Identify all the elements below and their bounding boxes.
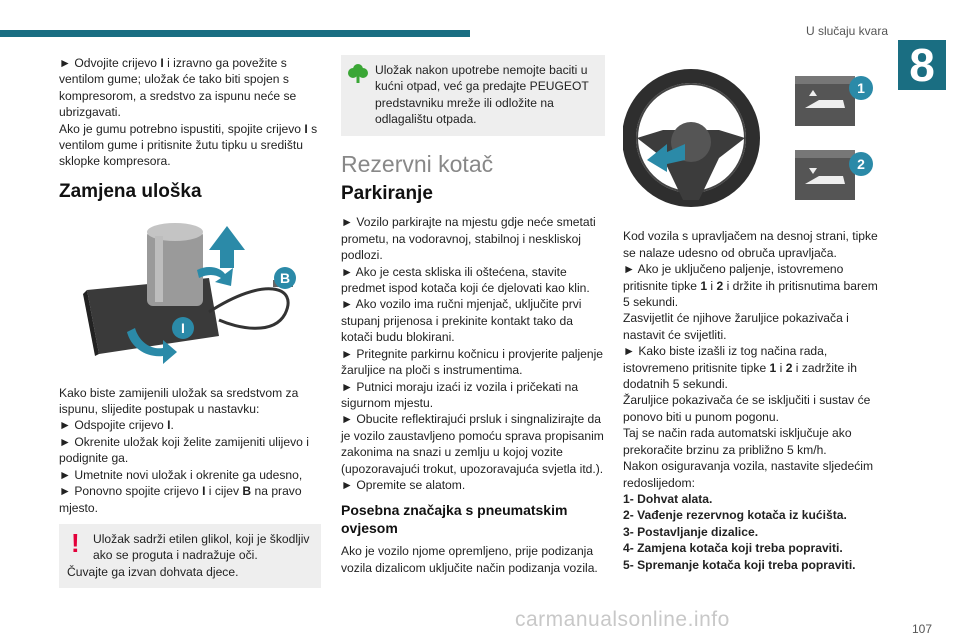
instruction: ► Kako biste izašli iz tog načina rada, istovremeno pritisnite tipke 1 i 2 i zadržite ih dodatnih 5 sekundi. — [623, 344, 857, 392]
column-1 — [59, 55, 321, 588]
label-b: B — [279, 270, 291, 287]
steps-list — [623, 491, 885, 573]
list-item: 1- Dohvat alata. — [623, 491, 713, 506]
instruction: ► Odspojite crijevo I. — [59, 418, 174, 433]
instruction: ► Ako vozilo ima ručni mjenjač, uključite prvi stupanj prijenosa i prekinite kontakt tako da kotači budu blokirani. — [341, 297, 582, 345]
instruction: ► Obucite reflektirajući prsluk i singnalizirajte da je vozilo zaustavljeno pomoću sprava propisanim zakonima na snazi u zemlju u kojoj vozite (upozoravajući trokut, upozoravajuća svjetla itd.). — [341, 412, 604, 476]
column-2 — [341, 55, 605, 576]
instruction: ► Ako je uključeno paljenje, istovremeno pritisnite tipke 1 i 2 i držite ih pritisnutima barem 5 sekundi. — [623, 262, 878, 310]
paragraph: Kako biste zamijenili uložak sa sredstvom za ispunu, slijedite postupak u nastavku: — [59, 385, 299, 417]
instruction: ► Putnici moraju izaći iz vozila i pričekati na sigurnom mjestu. — [341, 379, 579, 410]
instruction: ► Vozilo parkirajte na mjestu gdje neće smetati prometu, na vodoravnoj, stabilnoj i neskliskoj podlozi. — [341, 215, 596, 263]
instruction: ► Opremite se alatom. — [341, 477, 466, 492]
header-accent-bar — [0, 30, 470, 37]
hose-shape — [209, 289, 288, 328]
list-item: 5- Spremanje kotača koji treba popraviti. — [623, 557, 856, 572]
steering-wheel-figure — [623, 60, 885, 216]
chapter-title: Rezervni kotač — [341, 150, 494, 177]
paragraph: Nakon osiguravanja vozila, nastavite sljedećim redoslijedom: — [623, 459, 874, 490]
paragraph: ► Odvojite crijevo I i izravno ga povežite s ventilom gume; uložak će tako biti spojen s kompresorom, a sredstvo za ispunu neće se ubrizgavati. — [59, 56, 297, 120]
chapter-number: 8 — [898, 40, 946, 90]
paragraph: Žaruljice pokazivača će se isključiti i sustav će ponovo biti u punom pogonu. — [623, 393, 871, 424]
instruction: ► Okrenite uložak koji želite zamijeniti ulijevo i podignite ga. — [59, 434, 309, 466]
paragraph: Ako je gumu potrebno ispustiti, spojite crijevo I s ventilom gume i pritisnite žutu tipku u središtu sklopke kompresora. — [59, 121, 318, 169]
paragraph: Kod vozila s upravljačem na desnoj strani, tipke se nalaze udesno od obruča upravljača. — [623, 229, 878, 260]
instruction: ► Ponovno spojite crijevo I i cijev B na pravo mjesto. — [59, 484, 302, 515]
instruction: ► Pritegnite parkirnu kočnicu i provjerite paljenje žaruljice na ploči s instrumentima. — [341, 346, 604, 378]
section-heading: Parkiranje — [341, 183, 433, 205]
page-number: 107 — [911, 622, 932, 636]
eco-text: Uložak nakon upotrebe nemojte baciti u kućni otpad, već ga predajte PEUGEOT predstavniku mreže ili odložite na odlagalištu otpada. — [375, 63, 589, 127]
up-arrow-icon — [209, 226, 245, 268]
section-title: U slučaju kvara — [805, 24, 888, 38]
label-1: 1 — [857, 80, 865, 96]
list-item: 2- Vađenje rezervnog kotača iz kućišta. — [623, 508, 847, 523]
paragraph: Zasvijetlit će njihove žaruljice pokazivača i nastavit će svijetliti. — [623, 311, 849, 342]
list-item: 3- Postavljanje dizalice. — [623, 524, 759, 539]
column-3 — [623, 60, 885, 573]
paragraph: Taj se način rada automatski isključuje ako prekoračite brzinu za približno 5 km/h. — [623, 426, 852, 457]
instruction: ► Ako je cesta skliska ili oštećena, stavite predmet ispod kotača koji će djelovati kao klin. — [341, 264, 590, 296]
list-item: 4- Zamjena kotača koji treba popraviti. — [623, 541, 843, 556]
warning-notice — [59, 524, 321, 588]
tree-icon — [347, 62, 369, 84]
instruction: ► Umetnite novi uložak i okrenite ga udesno, — [59, 467, 303, 482]
warning-text: Čuvajte ga izvan dohvata djece. — [67, 564, 239, 579]
warning-text: Uložak sadrži etilen glikol, koji je škodljiv ako se proguta i nadražuje oči. — [93, 531, 310, 563]
label-2: 2 — [857, 156, 865, 172]
watermark: carmanualsonline.info — [515, 608, 730, 631]
cartridge-highlight-shape — [155, 236, 163, 302]
eco-notice — [341, 55, 605, 136]
warning-exclamation-icon: ! — [71, 527, 80, 558]
section-heading: Zamjena uloška — [59, 180, 202, 202]
compressor-figure — [59, 216, 321, 374]
subsection-heading: Posebna značajka s pneumatskim ovjesom — [341, 502, 568, 537]
paragraph: Ako je vozilo njome opremljeno, prije podizanja vozila dizalicom uključite način podizanja vozila. — [341, 544, 598, 575]
label-i: I — [181, 320, 185, 337]
